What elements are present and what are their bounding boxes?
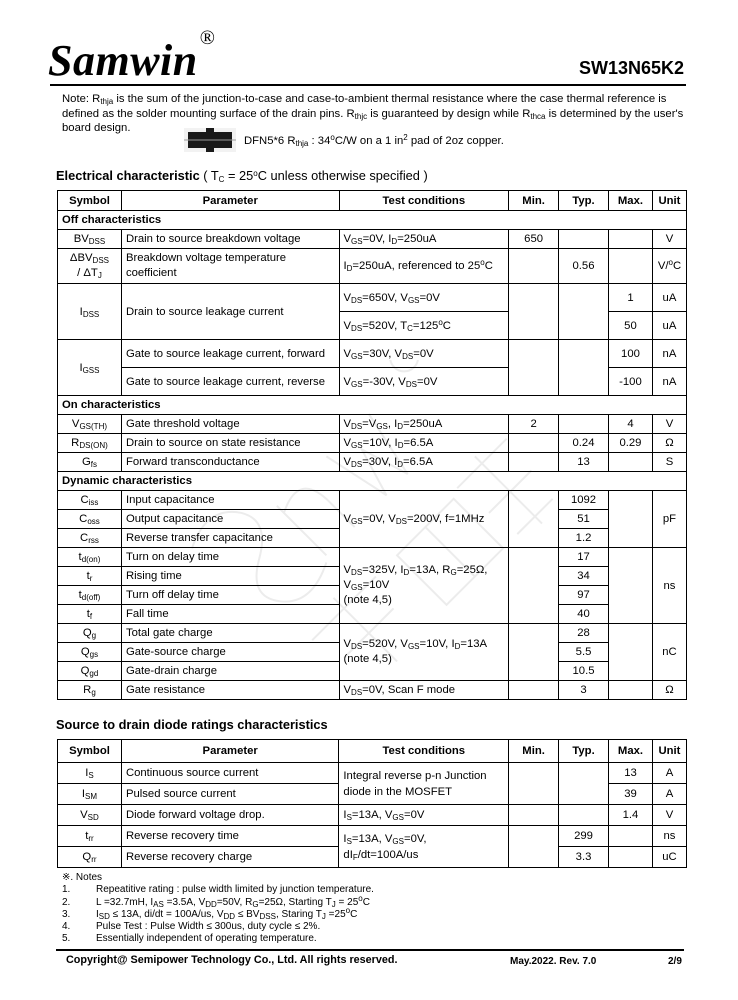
symbol: $G_{fs}$	[58, 453, 122, 472]
col-typ: Typ.	[559, 191, 609, 211]
unit: uA	[652, 312, 686, 340]
parameter: Drain to source leakage current	[121, 284, 339, 340]
parameter: Output capacitance	[121, 510, 339, 529]
max-value: 39	[609, 784, 653, 805]
section-on: On characteristics	[58, 396, 687, 415]
unit: V	[652, 230, 686, 249]
table-row	[58, 249, 687, 284]
test-condition: $I_S=13A$, $V_{GS}=0V$	[339, 805, 509, 826]
test-condition: $V_{DS}=520V$, $T_C=125^oC$	[339, 312, 509, 340]
parameter: Reverse recovery time	[121, 826, 338, 847]
symbol: $BV_{DSS}$	[58, 230, 122, 249]
min-value	[509, 453, 559, 472]
section-row	[58, 396, 687, 415]
symbol: $I_S$	[58, 763, 122, 784]
test-condition: $I_D=250uA$, referenced to 25$^o$C	[339, 249, 509, 284]
typ-value: 40	[559, 605, 609, 624]
max-value: 4	[608, 415, 652, 434]
col-parameter: Parameter	[121, 740, 338, 763]
symbol: $R_{DS(ON)}$	[58, 434, 122, 453]
typ-value: 97	[559, 586, 609, 605]
typ-value: 34	[559, 567, 609, 586]
parameter: Gate-drain charge	[121, 662, 339, 681]
col-test-conditions: Test conditions	[339, 191, 509, 211]
section-off: Off characteristics	[58, 211, 687, 230]
max-value	[608, 548, 652, 624]
test-condition: $V_{DS}=325V$, $I_D=13A$, $R_G=25\Omega$, $V_{GS}=10V$ (note 4,5)	[339, 548, 509, 624]
max-value: 0.29	[608, 434, 652, 453]
max-value: 100	[608, 340, 652, 368]
unit: uC	[652, 847, 686, 868]
unit: ns	[652, 826, 686, 847]
typ-value: 3.3	[559, 847, 609, 868]
test-condition: $V_{GS}=10V$, $I_D=6.5A$	[339, 434, 509, 453]
symbol: $\Delta BV_{DSS}$ / $\Delta T_J$	[58, 249, 122, 284]
copyright: Copyright@ Semipower Technology Co., Ltd. All rights reserved.	[66, 954, 398, 966]
unit: nA	[652, 368, 686, 396]
min-value: 650	[509, 230, 559, 249]
max-value	[608, 681, 652, 700]
typ-value: 1092	[559, 491, 609, 510]
test-condition: $V_{GS}=-30V$, $V_{DS}=0V$	[339, 368, 509, 396]
typ-value: 51	[559, 510, 609, 529]
typ-value: 1.2	[559, 529, 609, 548]
parameter: Total gate charge	[121, 624, 339, 643]
symbol: $Q_g$	[58, 624, 122, 643]
electrical-characteristic-table	[57, 190, 687, 700]
col-symbol: Symbol	[58, 191, 122, 211]
table-row	[58, 340, 687, 368]
min-value	[509, 284, 559, 340]
max-value	[609, 847, 653, 868]
note-item: 3. $I_{SD} \le 13A$, di/dt = 100A/us, $V_{DD} \le BV_{DSS}$, Staring $T_J =25^oC$	[62, 905, 358, 921]
max-value: 13	[609, 763, 653, 784]
unit: Ω	[652, 681, 686, 700]
table-row	[58, 434, 687, 453]
min-value	[509, 249, 559, 284]
header-rule	[50, 84, 686, 86]
diode-ratings-table	[57, 739, 687, 868]
section-row	[58, 472, 687, 491]
min-value	[509, 826, 559, 868]
part-number: SW13N65K2	[578, 58, 684, 78]
col-test-conditions: Test conditions	[339, 740, 509, 763]
electrical-characteristic-title: Electrical characteristic ( $T_C = 25^oC$ unless otherwise specified )	[56, 168, 428, 184]
max-value	[609, 826, 653, 847]
notes	[62, 872, 374, 946]
unit: pF	[652, 491, 686, 548]
test-condition: $V_{DS}=0V$, Scan F mode	[339, 681, 509, 700]
typ-value	[559, 230, 609, 249]
typ-value	[559, 415, 609, 434]
min-value	[509, 548, 559, 624]
table-row	[58, 826, 687, 847]
test-condition: $V_{GS}=0V$, $V_{DS}=200V$, f=1MHz	[339, 491, 509, 548]
symbol: $R_g$	[58, 681, 122, 700]
test-condition: $V_{DS}=V_{GS}$, $I_D=250uA$	[339, 415, 509, 434]
typ-value: 5.5	[559, 643, 609, 662]
symbol: $V_{SD}$	[58, 805, 122, 826]
unit: A	[652, 784, 686, 805]
symbol: $C_{iss}$	[58, 491, 122, 510]
parameter: Input capacitance	[121, 491, 339, 510]
section-row	[58, 211, 687, 230]
typ-value	[559, 284, 609, 340]
max-value	[608, 624, 652, 681]
min-value: 2	[509, 415, 559, 434]
test-condition: $V_{GS}=30V$, $V_{DS}=0V$	[339, 340, 509, 368]
parameter: Turn on delay time	[121, 548, 339, 567]
table-header-row	[58, 191, 687, 211]
footer-rule	[56, 949, 684, 951]
typ-value: 299	[559, 826, 609, 847]
col-max: Max.	[609, 740, 653, 763]
typ-value: 10.5	[559, 662, 609, 681]
symbol: $t_{d(on)}$	[58, 548, 122, 567]
parameter: Reverse transfer capacitance	[121, 529, 339, 548]
table-row	[58, 415, 687, 434]
symbol: $Q_{gs}$	[58, 643, 122, 662]
parameter: Continuous source current	[121, 763, 338, 784]
package-thermal-spec: DFN5*6 $R_{thja}$ : 34$^o$C/W on a 1 $in^2$ pad of 2oz copper.	[244, 133, 504, 148]
parameter: Gate resistance	[121, 681, 339, 700]
max-value: 1.4	[609, 805, 653, 826]
typ-value: 0.24	[559, 434, 609, 453]
typ-value: 0.56	[559, 249, 609, 284]
unit: ns	[652, 548, 686, 624]
unit: A	[652, 763, 686, 784]
test-condition: $I_S=13A$, $V_{GS}=0V$, $dI_F/dt=100A/us$	[339, 826, 509, 868]
parameter: Turn off delay time	[121, 586, 339, 605]
parameter: Drain to source breakdown voltage	[121, 230, 339, 249]
table-row	[58, 805, 687, 826]
col-unit: Unit	[652, 191, 686, 211]
pcb-pad-diagram	[184, 128, 236, 152]
col-max: Max.	[608, 191, 652, 211]
table-row	[58, 681, 687, 700]
col-min: Min.	[509, 191, 559, 211]
max-value	[608, 491, 652, 548]
section-dynamic: Dynamic characteristics	[58, 472, 687, 491]
parameter: Fall time	[121, 605, 339, 624]
col-typ: Typ.	[559, 740, 609, 763]
note-item: 1. Repeatitive rating : pulse width limited by junction temperature.	[62, 884, 374, 896]
test-condition: Integral reverse p-n Junction diode in the MOSFET	[339, 763, 509, 805]
symbol: $t_f$	[58, 605, 122, 624]
typ-value	[559, 805, 609, 826]
symbol: $Q_{gd}$	[58, 662, 122, 681]
parameter: Drain to source on state resistance	[121, 434, 339, 453]
symbol: $I_{DSS}$	[58, 284, 122, 340]
brand-logo: Samwin ®	[48, 27, 216, 85]
parameter: Breakdown voltage temperature coefficient	[121, 249, 339, 284]
table-row	[58, 491, 687, 510]
table-row	[58, 230, 687, 249]
max-value	[608, 249, 652, 284]
table-row	[58, 453, 687, 472]
min-value	[509, 763, 559, 805]
min-value	[509, 624, 559, 681]
col-min: Min.	[509, 740, 559, 763]
note-item: 5. Essentially independent of operating temperature.	[62, 933, 317, 945]
max-value: 50	[608, 312, 652, 340]
parameter: Gate threshold voltage	[121, 415, 339, 434]
max-value	[608, 453, 652, 472]
thermal-note: Note: $R_{thja}$ is the sum of the junction-to-case and case-to-ambient thermal resistance where the case thermal reference is defined as the solder mounting surface of the drain pins. $R_{thjc}$ is guaranteed by design while $R_{thca}$ is determined by the user's board design.	[62, 93, 684, 134]
symbol: $Q_{rr}$	[58, 847, 122, 868]
parameter: Gate-source charge	[121, 643, 339, 662]
min-value	[509, 681, 559, 700]
table-header-row	[58, 740, 687, 763]
table-row	[58, 624, 687, 643]
test-condition: $V_{GS}=0V$, $I_D=250uA$	[339, 230, 509, 249]
unit: V/$^o$C	[652, 249, 686, 284]
typ-value	[559, 340, 609, 396]
test-condition: $V_{DS}=30V$, $I_D=6.5A$	[339, 453, 509, 472]
unit: V	[652, 805, 686, 826]
symbol: $I_{SM}$	[58, 784, 122, 805]
min-value	[509, 434, 559, 453]
symbol: $t_{rr}$	[58, 826, 122, 847]
col-symbol: Symbol	[58, 740, 122, 763]
min-value	[509, 340, 559, 396]
parameter: Reverse recovery charge	[121, 847, 338, 868]
unit: nA	[652, 340, 686, 368]
unit: nC	[652, 624, 686, 681]
page-number: 2/9	[668, 956, 682, 967]
max-value	[608, 230, 652, 249]
col-parameter: Parameter	[121, 191, 339, 211]
unit: S	[652, 453, 686, 472]
unit: V	[652, 415, 686, 434]
parameter: Diode forward voltage drop.	[121, 805, 338, 826]
symbol: $V_{GS(TH)}$	[58, 415, 122, 434]
note-item: 2. L =32.7mH, $I_{AS} =3.5A$, $V_{DD}=50V$, $R_G=25\Omega$, Starting $T_J = 25^oC$	[62, 893, 370, 909]
symbol: $t_r$	[58, 567, 122, 586]
symbol: $I_{GSS}$	[58, 340, 122, 396]
symbol: $t_{d(off)}$	[58, 586, 122, 605]
table-row	[58, 763, 687, 784]
typ-value: 28	[559, 624, 609, 643]
parameter: Forward transconductance	[121, 453, 339, 472]
test-condition: $V_{DS}=650V$, $V_{GS}=0V$	[339, 284, 509, 312]
max-value: -100	[608, 368, 652, 396]
col-unit: Unit	[652, 740, 686, 763]
symbol: $C_{rss}$	[58, 529, 122, 548]
unit: uA	[652, 284, 686, 312]
min-value	[509, 491, 559, 548]
table-row	[58, 284, 687, 312]
parameter: Gate to source leakage current, reverse	[121, 368, 339, 396]
parameter: Pulsed source current	[121, 784, 338, 805]
min-value	[509, 805, 559, 826]
typ-value: 17	[559, 548, 609, 567]
unit: Ω	[652, 434, 686, 453]
diode-ratings-title: Source to drain diode ratings characteristics	[56, 717, 328, 732]
notes-title: ※. Notes	[62, 872, 103, 883]
table-row	[58, 548, 687, 567]
parameter: Gate to source leakage current, forward	[121, 340, 339, 368]
note-item: 4. Pulse Test : Pulse Width ≤ 300us, duty cycle ≤ 2%.	[62, 921, 321, 933]
typ-value: 3	[559, 681, 609, 700]
test-condition: $V_{DS}=520V$, $V_{GS}=10V$, $I_D=13A$ (note 4,5)	[339, 624, 509, 681]
typ-value	[559, 763, 609, 805]
parameter: Rising time	[121, 567, 339, 586]
revision-date: May.2022. Rev. 7.0	[510, 956, 597, 967]
typ-value: 13	[559, 453, 609, 472]
max-value: 1	[608, 284, 652, 312]
symbol: $C_{oss}$	[58, 510, 122, 529]
